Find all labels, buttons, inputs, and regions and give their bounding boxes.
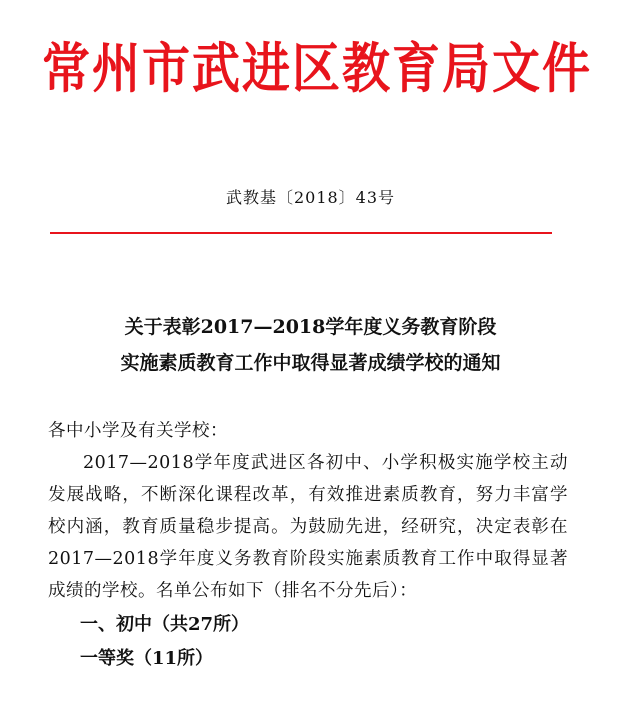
red-divider-line: [50, 232, 552, 234]
notice-title-line-1: 关于表彰2017—2018学年度义务教育阶段: [124, 316, 497, 338]
body-paragraph: 2017—2018学年度武进区各初中、小学积极实施学校主动发展战略，不断深化课程改革，有效推进素质教育，努力丰富学校内涵，教育质量稳步提高。为鼓励先进，经研究，决定表彰在2017—2018学年度义务教育阶段实施素质教育工作中取得显著成绩的学校。名单公布如下（排名不分先后）：: [48, 453, 568, 601]
notice-title-line-2: 实施素质教育工作中取得显著成绩学校的通知: [120, 352, 501, 374]
letterhead-title: 常州市武进区教育局文件: [42, 37, 593, 101]
salutation: 各中小学及有关学校：: [48, 421, 228, 441]
section-heading-first-prize: 一等奖（11所）: [80, 648, 214, 669]
document-number: 武教基〔2018〕43号: [225, 188, 396, 207]
section-heading-junior-high: 一、初中（共27所）: [80, 614, 250, 635]
